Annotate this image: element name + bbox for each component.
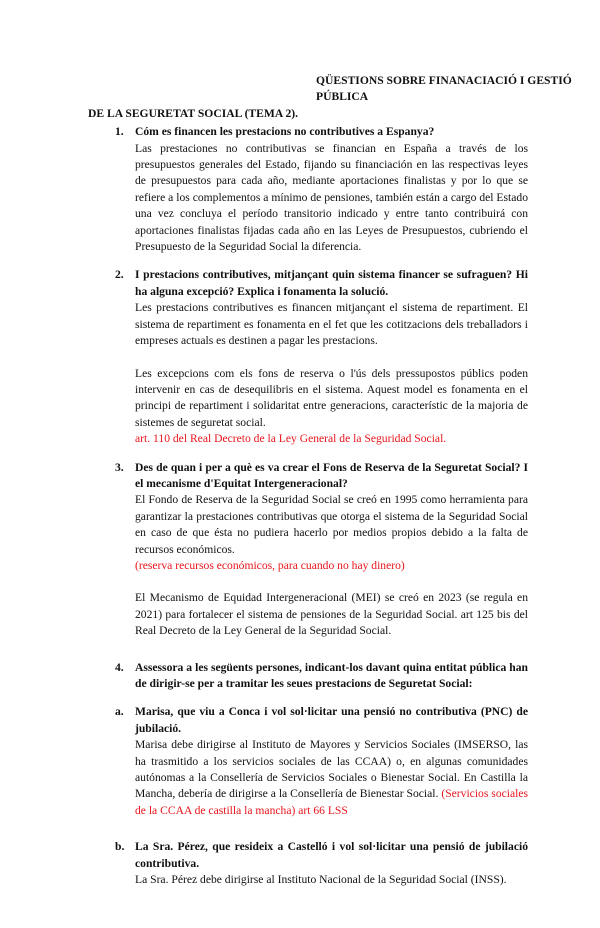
annotation-note: (reserva recursos económicos, para cuando no hay dinero) — [135, 558, 405, 572]
case-label: a. — [115, 705, 124, 719]
answer-text: Marisa debe dirigirse al Instituto de Mayores y Servicios Sociales (IMSERSO, las ha trasmitido a los servicios sociales de las CCAA) o, en algunas comunidades autónomas a la Consellería de Servicios Sociales o Bienestar Social. En Castilla la Mancha, debería de dirigirse a la Consellería de Bienestar Social. — [135, 738, 528, 801]
document-title-line1: QÜESTIONS SOBRE FINANACIACIÓ I GESTIÓ PÚBLICA — [316, 74, 572, 104]
question-number: 4. — [115, 660, 124, 674]
case-a — [115, 704, 529, 819]
question-number: 3. — [115, 460, 124, 474]
question-2 — [115, 267, 528, 447]
legal-reference-note: art. 110 del Real Decreto de la Ley General de la Seguridad Social. — [135, 432, 447, 446]
document-title-line2: DE LA SEGURETAT SOCIAL (TEMA 2). — [88, 106, 299, 120]
case-answer — [135, 737, 528, 819]
answer-text: El Fondo de Reserva de la Seguridad Social se creó en 1995 como herramienta para garantizar la prestaciones contributivas que otorga el sistema de la Seguridad Social en caso de que ésta no pudiera hacerlo por medios propios debido a la falta de recursos económicos. — [135, 493, 528, 556]
answer-text: El Mecanismo de Equidad Intergeneracional (MEI) se creó en 2023 (se regula en 2021) para fortalecer el sistema de pensiones de la Seguridad Social. art 125 bis del Real Decreto de la Ley General de la Seguridad Social. — [135, 591, 528, 638]
case-heading: Marisa, que viu a Conca i vol sol·licitar una pensió no contributiva (PNC) de jubilació. — [135, 705, 528, 735]
question-number: 2. — [115, 268, 124, 282]
case-label: b. — [115, 840, 125, 854]
question-3 — [115, 460, 528, 640]
annotation-note: (Servicios sociales de la CCAA de castilla la mancha) art 66 LSS — [135, 787, 529, 817]
question-heading: Des de quan i per a què es va crear el Fons de Reserva de la Seguretat Social? I el mecanisme d'Equitat Intergeneracional? — [135, 460, 528, 490]
case-b — [115, 839, 528, 888]
answer-text: Las prestaciones no contributivas se financian en España a través de los presupuestos generales del Estado, fijando su financiación en las respectivas leyes de presupuestos para cada año, mediante aportaciones finalistas y por lo que se refiere a los complementos a mínimo de pensiones, también están a cargo del Estado una vez concluya el período transitorio indicado y entre tanto contribuirá con aportaciones finalistas fijadas cada año en las Leyes de Presupuestos, cubriendo el Presupuesto de la Seguridad Social la diferencia. — [135, 141, 528, 254]
answer-text: Les prestacions contributives es financen mitjançant el sistema de repartiment. El sistema de repartiment es fonamenta en el fet que les cotitzacions dels treballadors i empreses actuals es destinen a pagar les prestacions. — [135, 301, 528, 348]
question-number: 1. — [115, 125, 124, 139]
question-heading: Cóm es financen les prestacions no contributives a Espanya? — [135, 125, 435, 139]
answer-text: Les excepcions com els fons de reserva o l'ús dels pressupostos públics poden intervenir en cas de desequilibris en el sistema. Aquest model es fonamenta en el principi de repartiment i solidaritat entre generacions, característic de la majoria de sistemes de seguretat social. — [135, 366, 528, 429]
question-1 — [115, 124, 528, 255]
question-heading: I prestacions contributives, mitjançant quin sistema financer se sufraguen? Hi ha alguna excepció? Explica i fonamenta la solució. — [135, 268, 528, 298]
answer-text: La Sra. Pérez debe dirigirse al Instituto Nacional de la Seguridad Social (INSS). — [135, 873, 507, 887]
case-heading: La Sra. Pérez, que resideix a Castelló i vol sol·licitar una pensió de jubilació contributiva. — [135, 840, 528, 870]
question-4 — [115, 660, 528, 693]
question-heading: Assessora a les següents persones, indicant-los davant quina entitat pública han de dirigir-se per a tramitar les seues prestacions de Seguretat Social: — [135, 660, 528, 690]
